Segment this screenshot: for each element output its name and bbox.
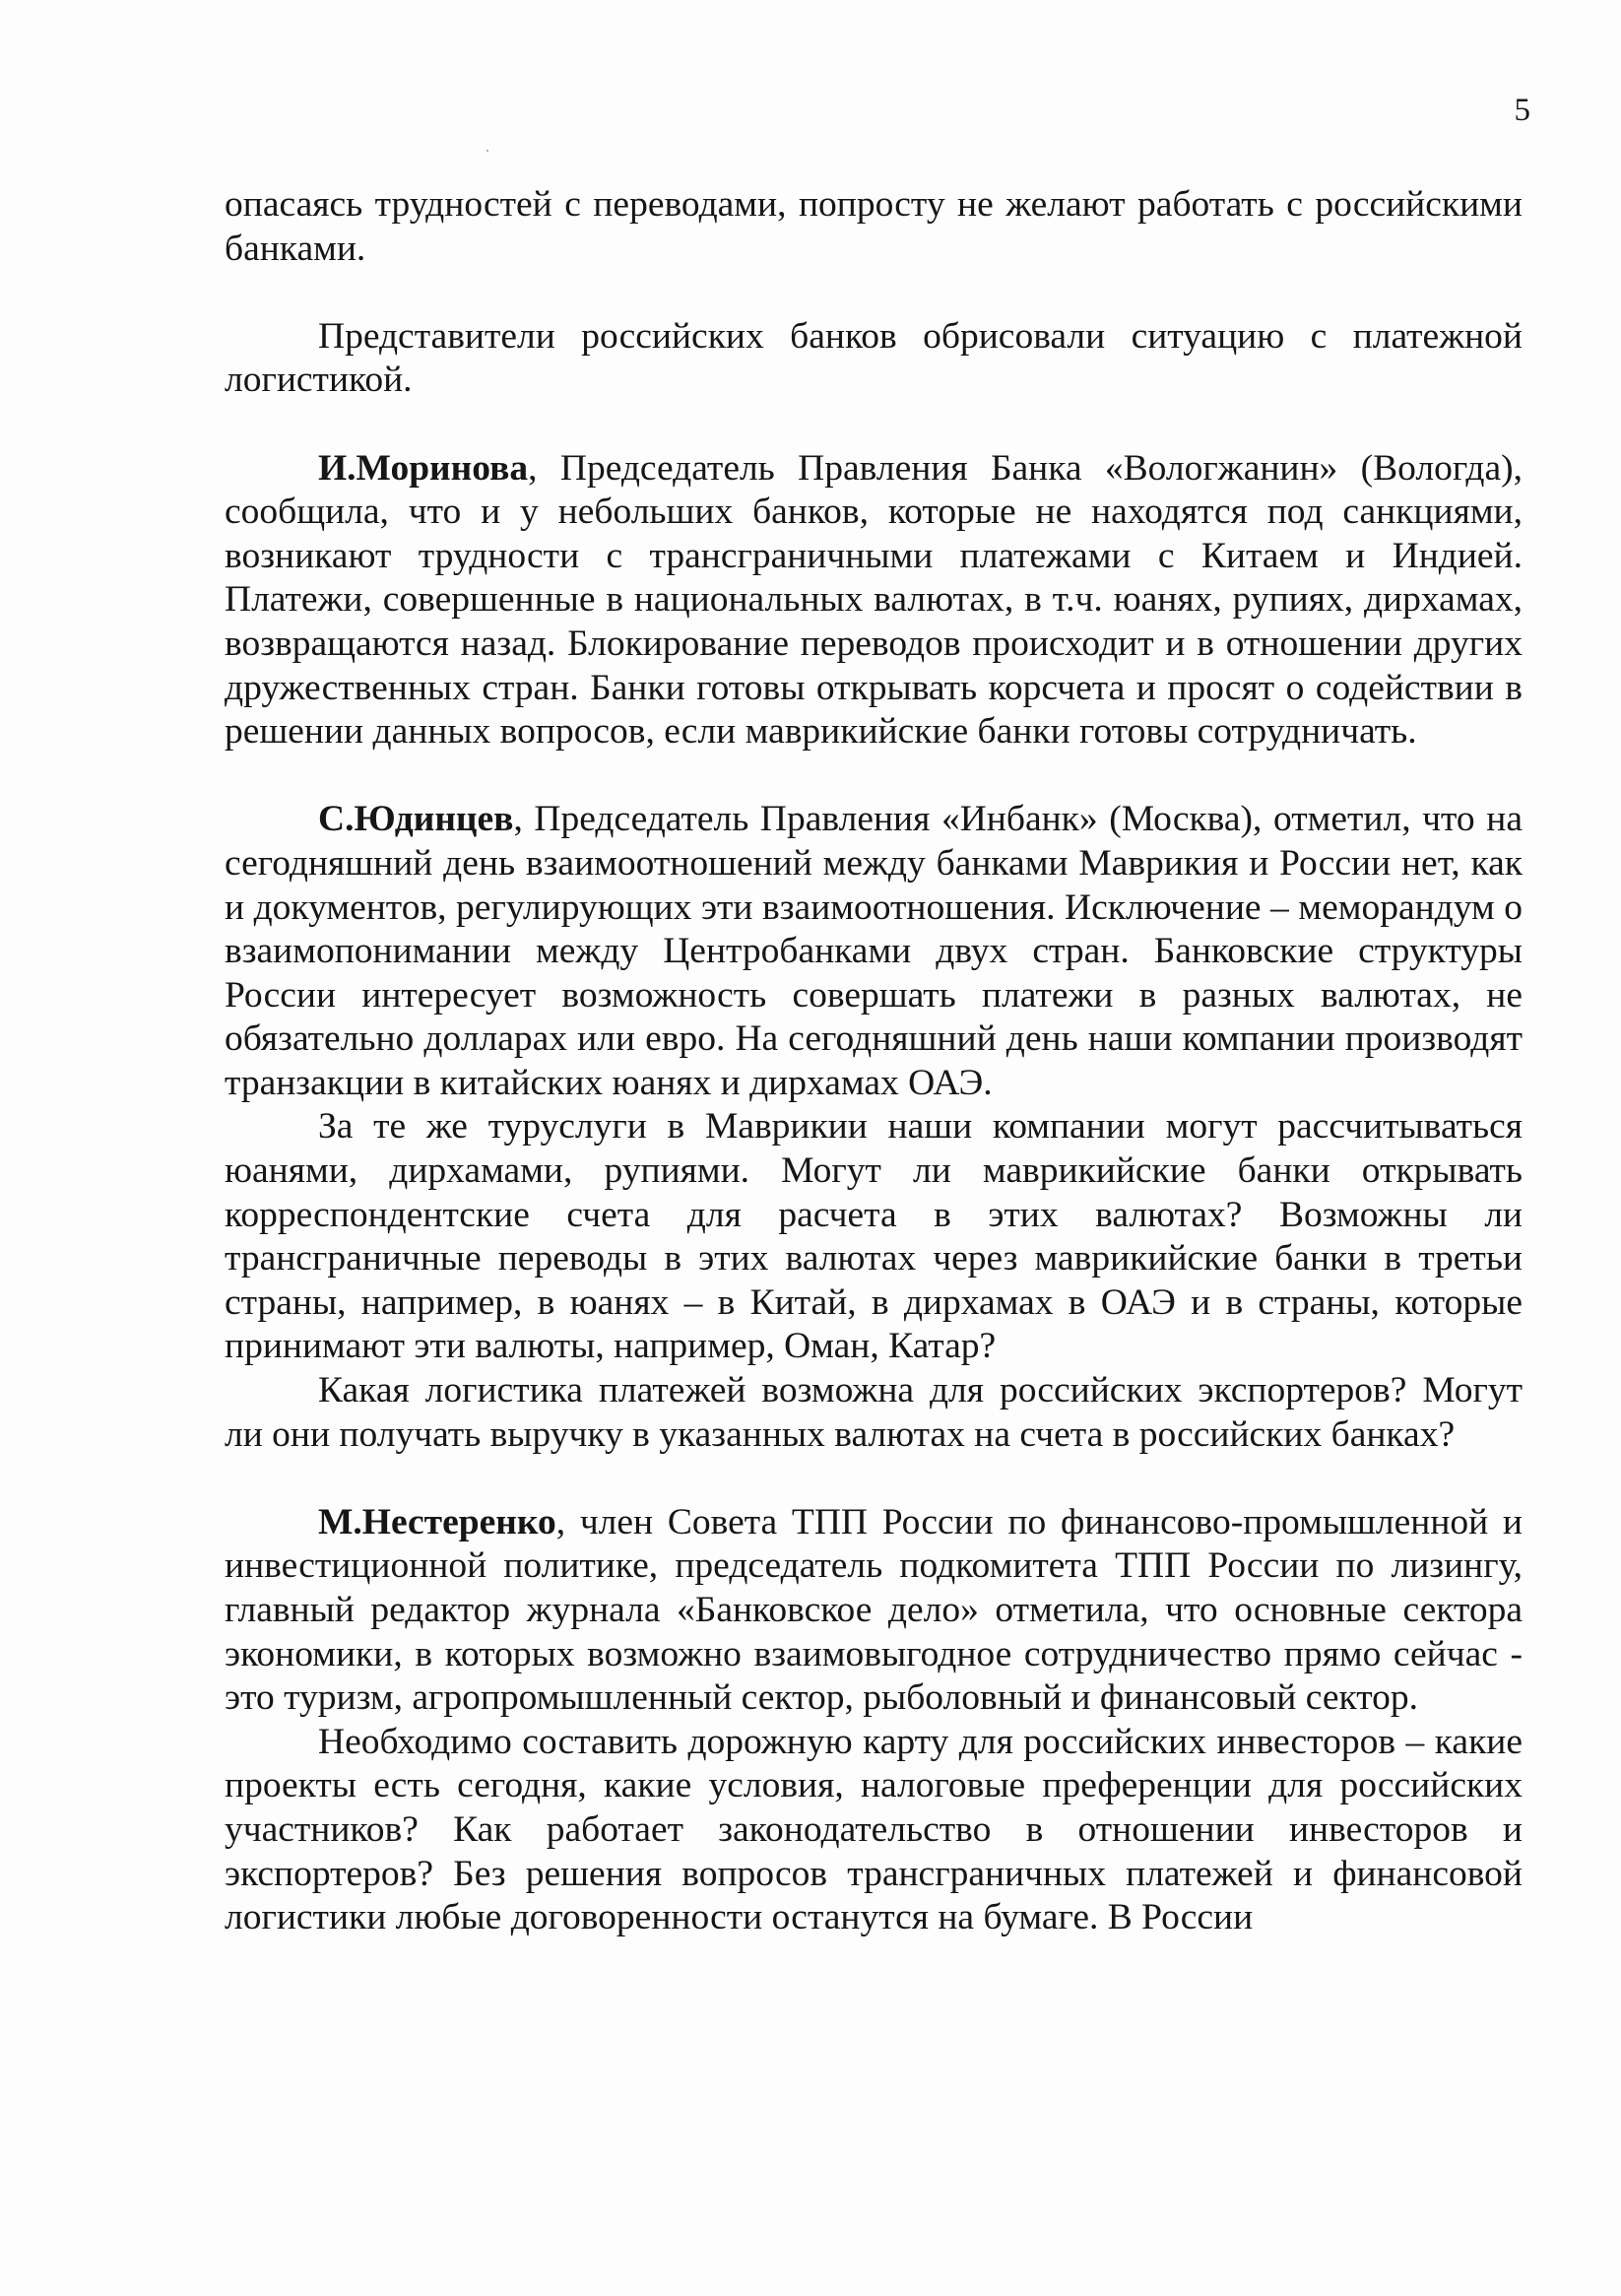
paragraph-text: опасаясь трудностей с переводами, попросту не желают работать с российскими банками. (225, 184, 1523, 269)
paragraph-roadmap (225, 1721, 1523, 1940)
speaker-name: М.Нестеренко (318, 1501, 556, 1542)
document-body (225, 183, 1523, 1940)
page-number: 5 (1514, 93, 1530, 128)
paragraph-text: Представители российских банков обрисовали ситуацию с платежной логистикой. (225, 315, 1523, 401)
paragraph-nesterenko (225, 1501, 1523, 1721)
speaker-name: И.Моринова (318, 447, 529, 489)
paragraph-mauritius-payments (225, 1105, 1523, 1369)
paragraph-text: , Председатель Правления «Инбанк» (Москва), отметил, что на сегодняшний день взаимоотношений между банками Маврикия и России нет, как и документов, регулирующих эти взаимоотношения. Исключение – меморандум о взаимопонимании между Центробанками двух стран. Банковские структуры России интересует возможность совершать платежи в разных валютах, не обязательно долларах или евро. На сегодняшний день наши компании производят транзакции в китайских юанях и дирхамах ОАЭ. (225, 799, 1523, 1103)
paragraph-text: За те же туруслуги в Маврикии наши компании могут рассчитываться юанями, дирхамами, рупиями. Могут ли маврикийские банки открывать корреспондентские счета для расчета в этих валютах? Возможны ли трансграничные переводы в этих валютах через маврикийские банки в третьи страны, например, в юанях – в Китай, в дирхамах в ОАЭ и в страны, которые принимают эти валюты, например, Оман, Катар? (225, 1106, 1523, 1367)
paragraph-exporters-logistics (225, 1369, 1523, 1457)
paragraph-yudintsev (225, 798, 1523, 1105)
paragraph-continuation (225, 183, 1523, 271)
scan-artifact-dot (486, 150, 488, 152)
paragraph-text: Какая логистика платежей возможна для российских экспортеров? Могут ли они получать выручку в указанных валютах на счета в российских банках? (225, 1370, 1523, 1455)
paragraph-text: , член Совета ТПП России по финансово-промышленной и инвестиционной политике, председатель подкомитета ТПП России по лизингу, главный редактор журнала «Банковское дело» отметила, что основные сектора экономики, в которых возможно взаимовыгодное сотрудничество прямо сейчас - это туризм, агропромышленный сектор, рыболовный и финансовый сектор. (225, 1501, 1523, 1719)
paragraph-bank-representatives (225, 315, 1523, 403)
paragraph-text: Необходимо составить дорожную карту для российских инвесторов – какие проекты есть сегодня, какие условия, налоговые преференции для российских участников? Как работает законодательство в отношении инвесторов и экспортеров? Без решения вопросов трансграничных платежей и финансовой логистики любые договоренности останутся на бумаге. В России (225, 1721, 1523, 1938)
speaker-name: С.Юдинцев (318, 799, 514, 840)
paragraph-text: , Председатель Правления Банка «Вологжанин» (Вологда), сообщила, что и у небольших банков, которые не находятся под санкциями, возникают трудности с трансграничными платежами с Китаем и Индией. Платежи, совершенные в национальных валютах, в т.ч. юанях, рупиях, дирхамах, возвращаются назад. Блокирование переводов происходит и в отношении других дружественных стран. Банки готовы открывать корсчета и просят о содействии в решении данных вопросов, если маврикийские банки готовы сотрудничать. (225, 447, 1523, 753)
paragraph-morinova (225, 447, 1523, 754)
